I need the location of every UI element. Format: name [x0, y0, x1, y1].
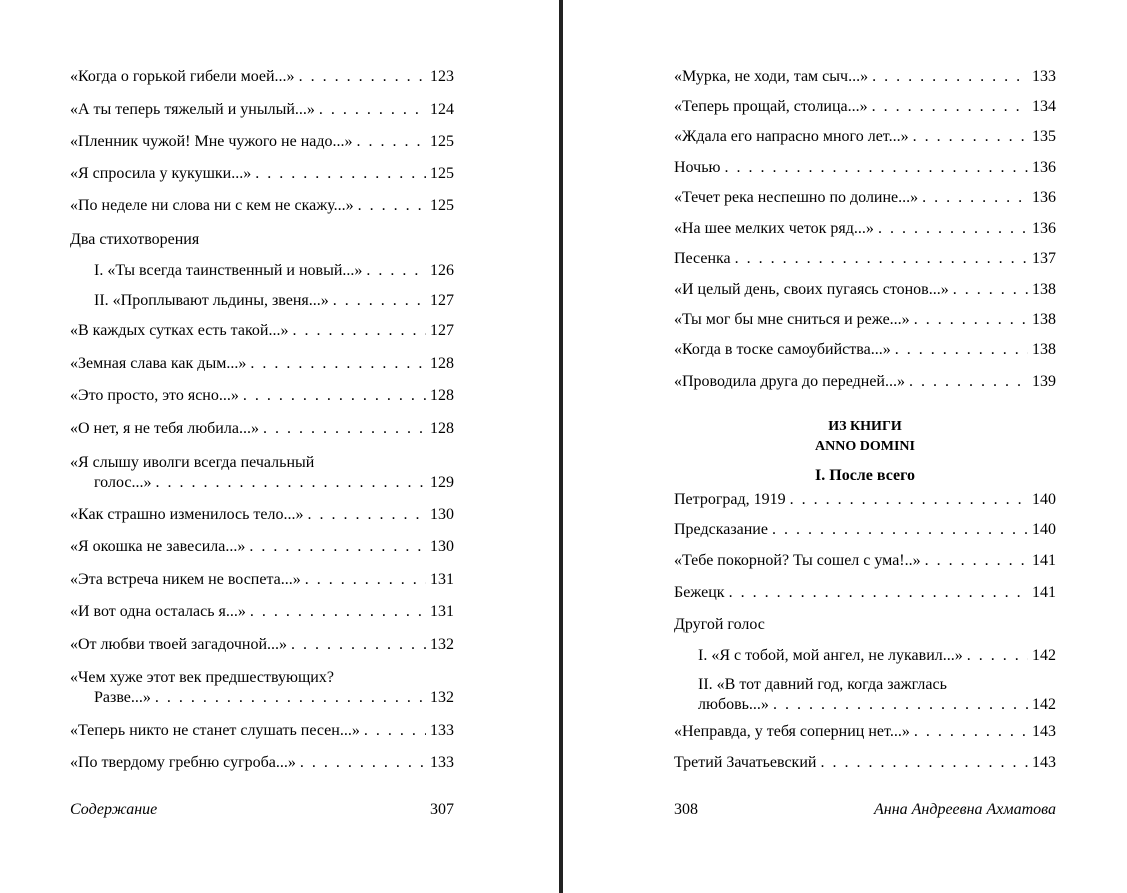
toc-entry: «Когда о горькой гибели моей...» . . . 123 — [70, 67, 454, 87]
toc-entry: «От любви твоей загадочной...» . . . 132 — [70, 635, 454, 655]
toc-entry: «Теперь прощай, столица...» . . . 134 — [674, 97, 1056, 117]
toc-entry: Предсказание . . . 140 — [674, 520, 1056, 540]
toc-entry: «Земная слава как дым...» . . . 128 — [70, 354, 454, 374]
page-number: 308 — [674, 801, 698, 818]
left-page — [70, 0, 454, 893]
toc-entry: «Я слышу иволги всегда печальный голос...» . . . 129 — [70, 453, 454, 493]
page-number: 307 — [430, 801, 454, 818]
toc-entry: «А ты теперь тяжелый и унылый...» . . . 124 — [70, 100, 454, 120]
toc-entry: «Ждала его напрасно много лет...» . . . 135 — [674, 127, 1056, 147]
toc-entry: I. «Я с тобой, мой ангел, не лукавил...» . . . 142 — [674, 646, 1056, 666]
toc-entry: «Теперь никто не станет слушать песен...» . . . 133 — [70, 721, 454, 741]
section-heading: ИЗ КНИГИ — [828, 419, 902, 434]
right-page — [674, 0, 1056, 893]
subsection-heading: I. После всего — [815, 467, 915, 484]
toc-entry: «По твердому гребню сугроба...» . . . 133 — [70, 753, 454, 773]
section-heading-subtitle: ANNO DOMINI — [815, 439, 915, 454]
toc-entry: «Это просто, это ясно...» . . . 128 — [70, 386, 454, 406]
toc-entry: «Проводила друга до передней...» . . . 139 — [674, 372, 1056, 392]
toc-entry: «Когда в тоске самоубийства...» . . . 138 — [674, 340, 1056, 360]
toc-group-title: Два стихотворения — [70, 231, 200, 248]
toc-entry: «И целый день, своих пугаясь стонов...» . . . 138 — [674, 280, 1056, 300]
page-footer — [70, 800, 454, 820]
toc-group-title: Другой голос — [674, 616, 765, 633]
toc-entry: «И вот одна осталась я...» . . . 131 — [70, 602, 454, 622]
toc-entry: «В каждых сутках есть такой...» . . . 127 — [70, 321, 454, 341]
toc-entry: II. «В тот давний год, когда зажглась любовь...» . . . 142 — [674, 675, 1056, 715]
toc-entry: II. «Проплывают льдины, звеня...» . . . 127 — [70, 291, 454, 311]
running-title: Анна Андреевна Ахматова — [873, 801, 1056, 818]
toc-entry: «О нет, я не тебя любила...» . . . 128 — [70, 419, 454, 439]
toc-entry: «Ты мог бы мне сниться и реже...» . . . 138 — [674, 310, 1056, 330]
toc-entry: «Течет река неспешно по долине...» . . . 136 — [674, 188, 1056, 208]
toc-entry: «Как страшно изменилось тело...» . . . 130 — [70, 505, 454, 525]
toc-entry: «Мурка, не ходи, там сыч...» . . . 133 — [674, 67, 1056, 87]
toc-entry: I. «Ты всегда таинственный и новый...» . . . 126 — [70, 261, 454, 281]
toc-entry: Ночью . . . 136 — [674, 158, 1056, 178]
toc-entry: Песенка . . . 137 — [674, 249, 1056, 269]
toc-entry: «На шее мелких четок ряд...» . . . 136 — [674, 219, 1056, 239]
toc-entry: «Я спросила у кукушки...» . . . 125 — [70, 164, 454, 184]
running-title: Содержание — [70, 801, 158, 818]
toc-entry: Петроград, 1919 . . . 140 — [674, 490, 1056, 510]
toc-entry: Третий Зачатьевский . . . 143 — [674, 753, 1056, 773]
toc-entry: «Тебе покорной? Ты сошел с ума!..» . . . 141 — [674, 551, 1056, 571]
toc-entry: «Пленник чужой! Мне чужого не надо...» . . . 125 — [70, 132, 454, 152]
toc-entry: «По неделе ни слова ни с кем не скажу...» . . . 125 — [70, 196, 454, 216]
toc-entry: «Я окошка не завесила...» . . . 130 — [70, 537, 454, 557]
toc-entry: «Чем хуже этот век предшествующих? Разве...» . . . 132 — [70, 668, 454, 708]
book-spine — [559, 0, 563, 893]
page-footer — [674, 800, 1056, 820]
toc-entry: Бежецк . . . 141 — [674, 583, 1056, 603]
toc-entry: «Неправда, у тебя соперниц нет...» . . . 143 — [674, 722, 1056, 742]
toc-entry: «Эта встреча никем не воспета...» . . . 131 — [70, 570, 454, 590]
